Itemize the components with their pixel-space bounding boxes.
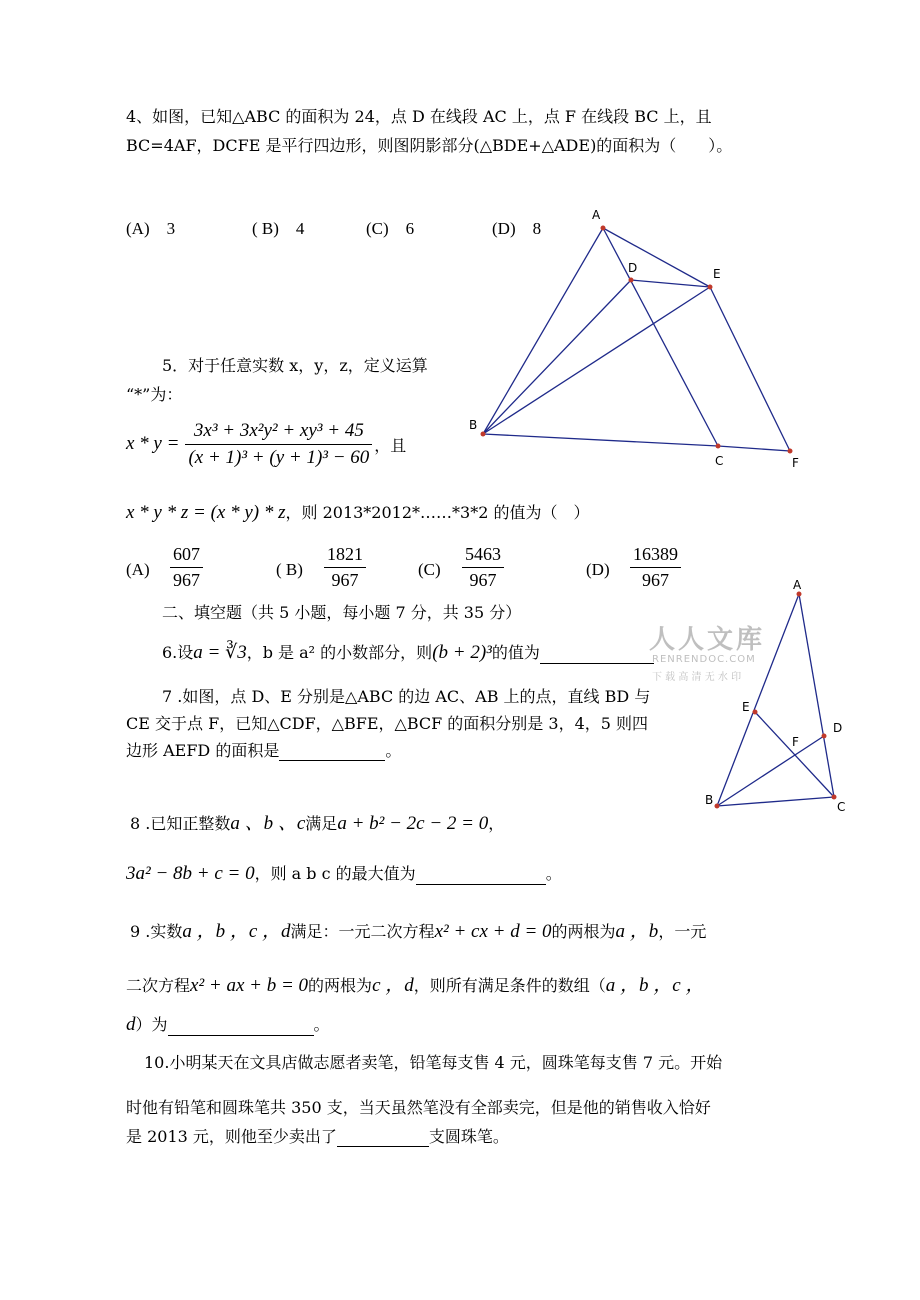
q9-line1-suffix: 的两根为 [551, 922, 616, 941]
q4-line2: BC=4AF，DCFE 是平行四边形，则图阴影部分(△BDE+△ADE)的面积为（ ）。 [126, 136, 733, 155]
watermark-subtitle: 下 载 高 清 无 水 印 [652, 672, 742, 683]
q8-prefix: 8 .已知正整数 [130, 814, 231, 833]
q4-option-b: ( B) 4 [252, 219, 305, 238]
q8-comma: ， [488, 814, 505, 833]
q5-option-c-frac [462, 544, 504, 591]
q9-var-d: d [126, 1014, 136, 1035]
q9-line3-mid: ）为 [135, 1015, 168, 1034]
q5-fraction [185, 420, 372, 469]
q5-option-d-label: (D) [586, 560, 610, 579]
q6-prefix: 6.设 [162, 643, 194, 662]
q10-answer-blank [337, 1128, 429, 1147]
q4-option-a: (A) 3 [126, 219, 176, 238]
q5-option-b-label: ( B) [276, 560, 303, 579]
q9-line1 [130, 916, 706, 943]
q8-eq2: 3a² − 8b + c = 0 [126, 863, 255, 884]
q8-mid: 满足 [305, 814, 338, 833]
q7-line2: CE 交于点 F，已知△CDF，△BFE，△BCF 的面积分别是 3，4，5 则四 [126, 714, 649, 733]
q8-eq1: a + b² − 2c − 2 = 0 [337, 813, 489, 834]
q9-roots2: c ，d [372, 975, 414, 996]
q9-line2-mid: 的两根为 [308, 976, 373, 995]
fig2-label-d: D [833, 721, 843, 735]
q8-question: ，则 a b c 的最大值为 [254, 864, 416, 883]
q7-line1: 7 .如图，点 D、E 分别是△ABC 的边 AC、AB 上的点，直线 BD 与 [162, 687, 651, 706]
q7-line3-prefix: 边形 AEFD 的面积是 [126, 741, 280, 760]
q8-suffix: 。 [545, 864, 562, 883]
q9-line1-end: ，一元 [658, 922, 707, 941]
fig2-label-a: A [793, 578, 802, 592]
fig1-label-d: D [628, 261, 638, 275]
q5-denominator: (x + 1)³ + (y + 1)³ − 60 [188, 446, 370, 468]
q5-assoc: x * y * z = (x * y) * z [126, 502, 286, 523]
q5-option-b-den: 967 [331, 570, 359, 590]
q5-option-a-frac [170, 544, 203, 591]
q10-line3 [126, 1124, 509, 1147]
q4-option-c: (C) 6 [366, 219, 415, 238]
q6-line [162, 640, 654, 664]
q8-answer-blank [416, 866, 546, 885]
section2-heading: 二、填空题（共 5 小题，每小题 7 分，共 35 分） [162, 603, 522, 622]
q5-option-b-num: 1821 [324, 544, 366, 568]
q5-numerator: 3x³ + 3x²y² + xy³ + 45 [185, 420, 372, 445]
q9-vars1: a ，b ，c ，d [182, 921, 291, 942]
q10-line3-suffix: 支圆珠笔。 [428, 1127, 509, 1146]
q9-tuple: a ，b ，c ， [605, 975, 705, 996]
q8-vars: a 、b 、c [230, 813, 306, 834]
q5-definition [126, 416, 406, 472]
fig1-label-b: B [469, 418, 478, 432]
fig1-label-f: F [792, 456, 799, 470]
q5-option-a-den: 967 [173, 570, 200, 590]
q5-option-a-label: (A) [126, 560, 150, 579]
q5-option-d-num: 16389 [630, 544, 681, 568]
q5-option-c-label: (C) [418, 560, 441, 579]
q7-answer-blank [279, 742, 385, 761]
q9-line3 [126, 1012, 330, 1036]
fig1-label-a: A [592, 208, 601, 222]
q9-line2-prefix: 二次方程 [126, 976, 191, 995]
fig2-label-e: E [742, 700, 750, 714]
q10-line3-prefix: 是 2013 元，则他至少卖出了 [126, 1127, 337, 1146]
q5-option-a-num: 607 [170, 544, 203, 568]
q5-line2: “*”为： [126, 385, 183, 404]
q7-line3 [126, 738, 401, 761]
q9-line1-mid: 满足：一元二次方程 [290, 922, 435, 941]
q4-triangle-figure [465, 200, 810, 475]
q7-triangle-figure [700, 575, 860, 820]
q5-line1: 5．对于任意实数 x，y，z，定义运算 [162, 356, 428, 375]
fig1-label-c: C [715, 454, 724, 468]
q5-assoc-line [126, 500, 589, 524]
fig2-label-f: F [792, 735, 799, 749]
q8-line2 [126, 861, 562, 885]
watermark-title: 人人文库 [649, 625, 766, 655]
q9-line2-suffix: ，则所有满足条件的数组（ [413, 976, 606, 995]
q4-option-d: (D) 8 [492, 219, 542, 238]
q9-line1-prefix: 9 .实数 [130, 922, 183, 941]
q5-option-d-frac [630, 544, 681, 591]
q10-line1: 10.小明某天在文具店做志愿者卖笔，铅笔每支售 4 元，圆珠笔每支售 7 元。开始 [144, 1053, 723, 1072]
q4-line1: 4、如图，已知△ABC 的面积为 24，点 D 在线段 AC 上，点 F 在线段 BC 上，且 [126, 107, 712, 126]
q6-suffix: 的值为 [491, 643, 540, 662]
fig2-label-b: B [705, 793, 714, 807]
q5-option-b-frac [324, 544, 366, 591]
fig2-label-c: C [837, 800, 846, 814]
q9-roots1: a ，b [615, 921, 659, 942]
q10-line2: 时他有铅笔和圆珠笔共 350 支，当天虽然笔没有全部卖完，但是他的销售收入恰好 [126, 1098, 711, 1117]
q9-line2 [126, 970, 704, 997]
q9-eq2: x² + ax + b = 0 [190, 975, 309, 996]
q6-mid: ，b 是 a² 的小数部分，则 [246, 643, 433, 662]
q7-line3-suffix: 。 [385, 741, 402, 760]
fig1-label-e: E [713, 267, 721, 281]
q6-expr1: a = ∛3 [193, 642, 247, 663]
q5-option-c-den: 967 [469, 570, 497, 590]
q5-option-c-num: 5463 [462, 544, 504, 568]
q6-expr2: (b + 2)³ [432, 642, 492, 663]
q5-lhs: x * y = [126, 433, 180, 454]
q5-after-formula: ，且 [374, 435, 407, 455]
q5-question: ，则 2013*2012*……*3*2 的值为（ ） [285, 503, 590, 522]
q5-option-d-den: 967 [642, 570, 669, 590]
watermark-url: RENRENDOC.COM [652, 654, 756, 665]
q8-line1 [130, 808, 504, 835]
q9-line3-suffix: 。 [313, 1015, 330, 1034]
q6-answer-blank [540, 645, 654, 664]
q9-answer-blank [168, 1017, 314, 1036]
q9-eq1: x² + cx + d = 0 [434, 921, 552, 942]
